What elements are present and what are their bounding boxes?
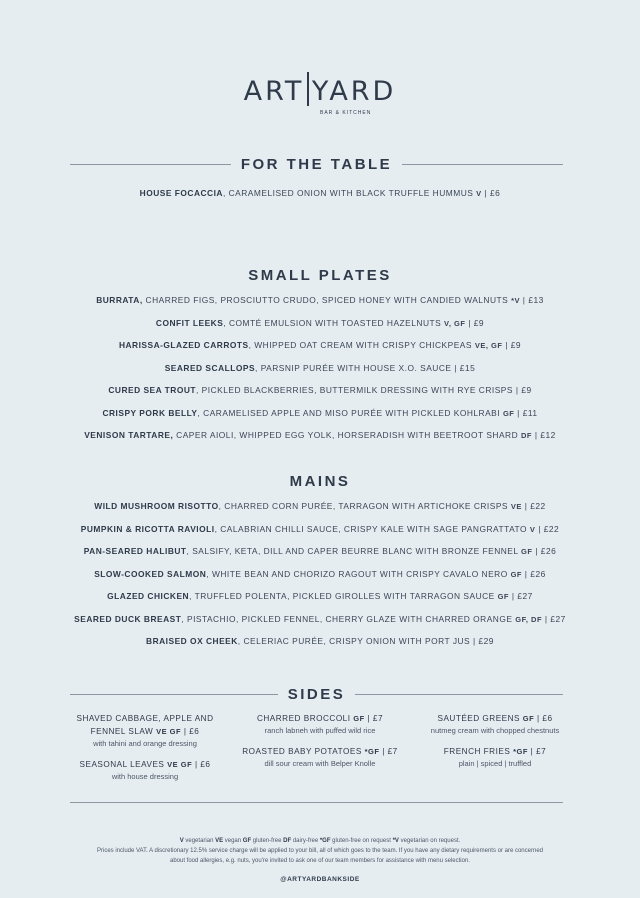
item-name: SLOW-COOKED SALMON — [94, 568, 207, 579]
divider-left — [70, 694, 278, 695]
legend-label: gluten-free on request — [330, 838, 393, 844]
item-price: | £6 — [481, 188, 501, 198]
menu-item — [0, 363, 640, 373]
item-description: , WHIPPED OAT CREAM WITH CRISPY CHICKPEAS — [248, 340, 475, 350]
side-name — [415, 745, 575, 758]
menu-item — [0, 614, 640, 624]
item-name: BRAISED OX CHEEK — [146, 636, 238, 646]
item-name: CRISPY PORK BELLY — [102, 407, 198, 418]
section-title-small-plates: SMALL PLATES — [248, 267, 392, 284]
item-description: CAPER AIOLI, WHIPPED EGG YOLK, HORSERADISH WITH BEETROOT SHARD — [173, 430, 521, 440]
item-description: , CARAMELISED ONION WITH BLACK TRUFFLE HUMMUS — [222, 188, 477, 198]
item-name: BURRATA, — [96, 295, 143, 305]
side-name — [240, 712, 400, 725]
side-name — [415, 712, 575, 725]
item-description: , PISTACHIO, PICKLED FENNEL, CHERRY GLAZE WITH CHARRED ORANGE — [181, 613, 516, 624]
item-description: , CALABRIAN CHILLI SAUCE, CRISPY KALE WITH SAGE PANGRATTATO — [214, 523, 530, 534]
dietary-tag: GF — [522, 714, 535, 723]
legend-code: V — [179, 838, 184, 844]
item-price: | £27 — [542, 613, 566, 624]
item-description: , CARAMELISED APPLE AND MISO PURÉE WITH PICKLED KOHLRABI — [197, 407, 503, 418]
item-price: | £29 — [472, 636, 494, 646]
dietary-tag: V — [529, 524, 536, 534]
legend-code: DF — [283, 838, 292, 844]
dietary-tag: GF — [497, 592, 510, 601]
logo-subtitle: BAR & KITCHEN — [320, 110, 372, 116]
legend-label: vegan — [223, 838, 243, 844]
sides-grid — [65, 712, 575, 791]
dietary-tag: GF — [502, 408, 515, 418]
side-name-line: FRENCH FRIES — [443, 747, 514, 756]
item-name: SEARED SCALLOPS — [164, 362, 256, 373]
side-name-line: FENNEL SLAW — [90, 727, 157, 736]
logo-right: YARD — [311, 76, 397, 107]
side-price: | £6 — [192, 760, 211, 769]
allergy-note: about food allergies, e.g. nuts, you're invited to ask one of our team members for assistance with menu selection. — [170, 858, 470, 864]
menu-item — [0, 408, 640, 418]
menu-item — [0, 318, 640, 328]
legend-code: VE — [215, 838, 224, 844]
legend-code: *GF — [319, 838, 331, 844]
menu-item — [0, 636, 640, 646]
dietary-tag: V, GF — [444, 318, 466, 328]
side-name — [240, 745, 400, 758]
item-price: | £9 — [515, 385, 532, 395]
divider-right — [402, 164, 563, 165]
item-description: , WHITE BEAN AND CHORIZO RAGOUT WITH CRISPY CAVALO NERO — [206, 568, 511, 579]
item-name: HARISSA-GLAZED CARROTS — [118, 340, 249, 350]
side-description: plain | spiced | truffled — [458, 759, 532, 768]
item-price: | £22 — [521, 501, 546, 511]
sides-column-1 — [65, 712, 225, 791]
item-name: PAN-SEARED HALIBUT — [83, 546, 187, 556]
menu-item — [0, 524, 640, 534]
dietary-tag: VE GF — [167, 760, 193, 769]
item-price: | £22 — [535, 523, 560, 534]
side-name-line: SEASONAL LEAVES — [79, 760, 168, 769]
item-description: , SALSIFY, KETA, DILL AND CAPER BEURRE BLANC WITH BRONZE FENNEL — [186, 546, 522, 556]
dietary-tag: *GF — [513, 747, 528, 756]
dietary-tag: GF — [353, 714, 365, 723]
menu-item — [0, 569, 640, 579]
side-name-line: CHARRED BROCCOLI — [256, 714, 354, 723]
dietary-tag: GF — [510, 569, 522, 579]
side-name-line: ROASTED BABY POTATOES — [242, 747, 365, 756]
item-name: CONFIT LEEKS — [155, 317, 224, 328]
dietary-tag: *V — [511, 296, 520, 305]
item-name: VENISON TARTARE, — [84, 430, 174, 440]
menu-item — [0, 546, 640, 556]
divider-right — [355, 694, 563, 695]
side-description: with house dressing — [111, 772, 179, 781]
legend-label: vegetarian on request. — [398, 838, 461, 844]
menu-item — [0, 295, 640, 305]
item-description: , COMTÉ EMULSION WITH TOASTED HAZELNUTS — [223, 317, 445, 328]
dietary-tag: VE GF — [156, 727, 182, 736]
menu-item — [0, 188, 640, 198]
side-item — [65, 712, 225, 749]
logo-wordmark — [244, 72, 397, 106]
menu-item — [0, 501, 640, 511]
side-price: | £6 — [534, 714, 553, 723]
dietary-tag: GF, DF — [515, 614, 543, 624]
dietary-tag: GF — [521, 547, 533, 556]
item-name: HOUSE FOCACCIA — [139, 188, 223, 198]
footer-notes — [0, 836, 640, 866]
item-price: | £12 — [532, 430, 556, 440]
item-price: | £9 — [465, 317, 485, 328]
side-item — [65, 758, 225, 782]
section-title-mains: MAINS — [289, 473, 351, 490]
social-handle: @ARTYARDBANKSIDE — [280, 876, 360, 883]
legend-label: gluten-free — [251, 838, 284, 844]
item-description: CHARRED FIGS, PROSCIUTTO CRUDO, SPICED HONEY WITH CANDIED WALNUTS — [142, 295, 512, 305]
side-description: dill sour cream with Belper Knolle — [264, 759, 376, 768]
logo-divider — [307, 72, 309, 106]
menu-item — [0, 385, 640, 395]
section-header-for-the-table — [70, 156, 563, 173]
side-price: | £7 — [364, 714, 384, 723]
legend-code: GF — [242, 838, 252, 844]
section-title: SIDES — [287, 686, 346, 703]
side-description: nutmeg cream with chopped chestnuts — [430, 726, 560, 735]
item-description: , CHARRED CORN PURÉE, TARRAGON WITH ARTICHOKE CRISPS — [218, 501, 511, 511]
side-item — [240, 745, 400, 769]
logo — [0, 72, 640, 116]
item-price: | £27 — [509, 591, 533, 601]
section-header-sides — [70, 686, 563, 703]
side-name — [65, 758, 225, 771]
item-price: | £26 — [532, 546, 557, 556]
item-price: | £9 — [502, 340, 522, 350]
dietary-tag: VE, GF — [474, 341, 503, 350]
sides-column-3 — [415, 712, 575, 791]
dietary-tag: V — [476, 189, 482, 198]
side-price: | £6 — [181, 727, 200, 736]
side-item — [415, 745, 575, 769]
legend-code: *V — [392, 838, 399, 844]
service-charge-note: Prices include VAT. A discretionary 12.5% service charge will be applied to your bill, all of which goes to the team. If you have any dietary requirements or are concerned — [96, 848, 543, 854]
item-price: | £26 — [521, 568, 546, 579]
legend-label: vegetarian — [183, 838, 216, 844]
item-description: , PICKLED BLACKBERRIES, BUTTERMILK DRESSING WITH RYE CRISPS — [196, 385, 516, 395]
item-description: , CELERIAC PURÉE, CRISPY ONION WITH PORT JUS — [237, 636, 473, 646]
item-price: | £13 — [519, 295, 544, 305]
side-item — [415, 712, 575, 736]
item-description: , PARSNIP PURÉE WITH HOUSE X.O. SAUCE — [255, 362, 455, 373]
item-name: SEARED DUCK BREAST — [74, 613, 182, 624]
dietary-tag: *GF — [364, 747, 380, 756]
divider-left — [70, 164, 231, 165]
logo-left: ART — [243, 76, 305, 107]
item-price: | £11 — [514, 407, 538, 418]
side-description: ranch labneh with puffed wild rice — [264, 726, 376, 735]
item-name: GLAZED CHICKEN — [107, 591, 190, 601]
item-price: | £15 — [454, 362, 476, 373]
side-name-line: SAUTÉED GREENS — [437, 714, 523, 723]
item-description: , TRUFFLED POLENTA, PICKLED GIROLLES WITH TARRAGON SAUCE — [189, 591, 498, 601]
side-name: SHAVED CABBAGE, APPLE AND — [76, 714, 214, 723]
menu-item — [0, 591, 640, 601]
side-price: | £7 — [527, 747, 547, 756]
sides-column-2 — [240, 712, 400, 791]
dietary-tag: VE — [510, 502, 522, 511]
item-name: CURED SEA TROUT — [108, 385, 197, 395]
side-item — [240, 712, 400, 736]
item-name: PUMPKIN & RICOTTA RAVIOLI — [80, 523, 215, 534]
menu-item — [0, 340, 640, 350]
side-price: | £7 — [379, 747, 398, 756]
menu-item — [0, 430, 640, 440]
dietary-tag: DF — [521, 431, 532, 440]
bottom-divider — [70, 802, 563, 803]
section-title: FOR THE TABLE — [240, 156, 393, 173]
side-name — [65, 725, 225, 738]
side-description: with tahini and orange dressing — [93, 739, 197, 748]
item-name: WILD MUSHROOM RISOTTO — [94, 501, 219, 511]
dietary-legend — [0, 836, 640, 846]
legend-label: dairy-free — [291, 838, 320, 844]
